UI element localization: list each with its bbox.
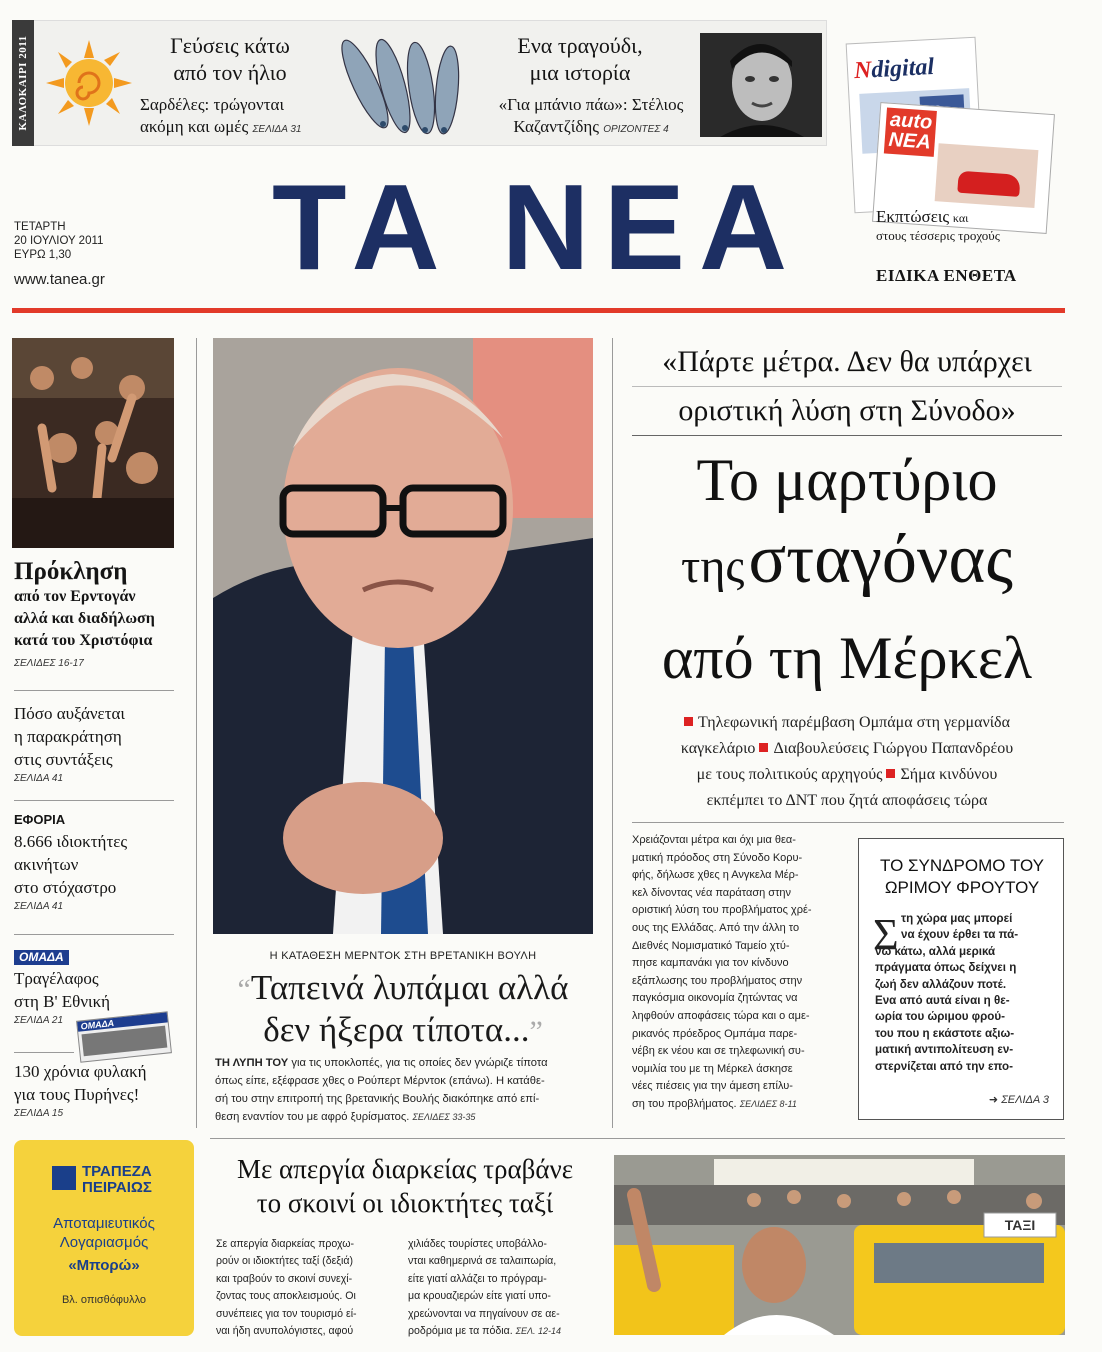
fruit-syndrome-box[interactable] [858,838,1064,1120]
story-erdogan[interactable]: Πρόκληση από τον Ερντογάν αλλά και διαδήλωση κατά του Χριστόφια ΣΕΛΙΔΕΣ 16-17 [14,558,194,669]
promo1-title: Γεύσεις κάτω από τον ήλιο [170,33,290,85]
supplement-caption: Εκπτώσεις και στους τέσσερις τροχούς [876,207,1000,243]
lead-headline[interactable]: Το μαρτύριο της σταγόνας από τη Μέρκελ [661,447,1033,691]
taxi-strike-photo [614,1155,1065,1335]
left-rule-4 [14,1052,74,1053]
murdoch-body: ΤΗ ΛΥΠΗ ΤΟΥ για τις υποκλοπές, για τις οποίες δεν γνώριζε τίποτα όπως είπε, εξέφρασε χθες ο Ρούπερτ Μέρντοκ (επάνω). Η κατάθε- σή του στην επιτροπή της βρετανικής Βουλής διακόπηκε από επί- θεση εναντίον του με αφρό ξυρίσματος. ΣΕΛΙΔΕΣ 33-35 [215,1057,548,1123]
murdoch-quote[interactable]: “Ταπεινά λυπάμαι αλλά δεν ήξερα τίποτα...” [237,968,569,1049]
fruit-syndrome-body: τη χώρα μας μπορεί να έχουν έρθει τα πά- νω κάτω, αλλά μερικά πράγματα όπως δείχνει η ζωή δεν αλλάζουν ποτέ. Ενα από αυτά είναι η θε- ωρία του ώριμου φρού- του που η εκάστοτε αξιω- ματική αντιπολίτευση εν- στερνίζεται από την επο- [875,912,1019,1073]
taxi-body-col1: Σε απεργία διαρκείας προχω- ρούν οι ιδιοκτήτες ταξί (δεξιά) και τραβούν το σκοινί συνεχί- ζοντας τους αποκλεισμούς. Οι συνέπειες για τον τουρισμό εί- ναι ήδη ανυπολόγιστες, αφού [216,1238,357,1338]
murdoch-kicker: Η ΚΑΤΑΘΕΣΗ ΜΕΡΝΤΟΚ ΣΤΗ ΒΡΕΤΑΝΙΚΗ ΒΟΥΛΗ [269,950,537,962]
story-prison[interactable]: 130 χρόνια φυλακή για τους Πυρήνες! ΣΕΛΙΔΑ 15 [14,1062,147,1119]
taxi-sign: ΤΑΞΙ [1004,1217,1036,1233]
left-rule-1 [14,690,174,691]
sun-icon [44,38,134,128]
fruit-syndrome-page[interactable]: ➜ ΣΕΛΙΔΑ 3 [988,1094,1049,1106]
website-link[interactable]: www.tanea.gr [14,271,105,288]
story-omada[interactable]: ΟΜΑΔΑ Τραγέλαφος στη Β' Εθνική ΣΕΛΙΔΑ 21 [14,950,111,1026]
bank-name: ΤΡΑΠΕΖΑ ΠΕΙΡΑΙΩΣ [82,1163,152,1196]
murdoch-photo [213,338,593,934]
promo1-sub: Σαρδέλες: τρώγονται ακόμη και ωμές ΣΕΛΙΔΑ 31 [140,95,302,136]
supplement-digital: Ndigital [846,37,985,214]
drop-cap: Σ [873,910,899,959]
omada-mini-paper: ΟΜΑΔΑ [76,1011,172,1062]
protest-photo [12,338,174,548]
lead-bullets: Τηλεφωνική παρέμβαση Ομπάμα στη γερμανίδα καγκελάριο Διαβουλεύσεις Γιώργου Παπανδρέου με τους πολιτικούς αρχηγούς Σήμα κινδύνου εκπέμπει το ΔΝΤ που ζητά αποφάσεις τώρα [680,714,1014,809]
left-rule-3 [14,934,174,935]
masthead-rule [12,308,1065,313]
story-erdogan-headline: Πρόκληση [14,558,128,585]
left-rule-2 [14,800,174,801]
piraeus-bank-ad[interactable] [14,1140,194,1336]
lead-body: Χρειάζονται μέτρα και όχι μια θεα- ματική πρόοδος στη Σύνοδο Κορυ- φής, δήλωσε χθες η Ανγκελα Μέρ- κελ δίνοντας νέα παράταση στην οριστική λύση του προβλήματος χρέ- ους της Ελλάδας. Από την άλλη το Διεθνές Νομισματικό Ταμείο χτύ- πησε καμπανάκι για τον κίνδυνο εξάπλωσης του προβλήματος στην παγκόσμια οικονομία ζητώντας να ληφθούν αποφάσεις τώρα και ο αμε- ρικανός πρόεδρος Ομπάμα παρε- νέβη εκ νέου και σε τηλεφωνική συ- νομιλία του με τη Μέρκελ άσκησε νέες πιέσεις για την άμεση επίλυ- ση του προβλήματος. ΣΕΛΙΔΕΣ 8-11 [632,834,812,1110]
lead-rule [632,822,1064,823]
masthead-logo: ΤΑ ΝΕΑ [272,159,802,295]
story-tax-office[interactable]: ΕΦΟΡΙΑ 8.666 ιδιοκτήτες ακινήτων στο στόχαστρο ΣΕΛΙΔΑ 41 [14,812,128,912]
fruit-syndrome-title: ΤΟ ΣΥΝΔΡΟΜΟ ΤΟΥ ΩΡΙΜΟΥ ΦΡΟΥΤΟΥ [880,856,1044,897]
story-pensions[interactable]: Πόσο αυξάνεται η παρακράτηση στις συντάξεις ΣΕΛΙΔΑ 41 [14,704,126,784]
ad-product: Αποταμιευτικός Λογαριασμός «Μπορώ» [53,1215,155,1274]
arrow-right-icon: ➜ [988,1094,999,1106]
supplement-autonea: auto ΝΕΑ [872,102,1055,234]
ad-note: Βλ. οπισθόφυλλο [61,1294,147,1306]
bank-logo-icon [52,1166,76,1190]
column-rule-center [612,338,613,1128]
supplements-title: ΕΙΔΙΚΑ ΕΝΘΕΤΑ [876,266,1017,285]
promo2-title: Ενα τραγούδι, μια ιστορία [517,33,643,85]
sardines-illustration [325,24,485,140]
lead-quote: «Πάρτε μέτρα. Δεν θα υπάρχει οριστική λύση στη Σύνοδο» [632,338,1062,436]
taxi-headline[interactable]: Με απεργία διαρκείας τραβάνε το σκοινί οι ιδιοκτήτες ταξί [236,1154,574,1218]
edition-info: ΤΕΤΑΡΤΗ 20 ΙΟΥΛΙΟΥ 2011 ΕΥΡΩ 1,30 [14,221,104,261]
story-erdogan-deck: από τον Ερντογάν αλλά και διαδήλωση κατά του Χριστόφια [14,588,155,649]
taxi-body-col2: χιλιάδες τουρίστες υποβάλλο- νται καθημερινά σε ταλαιπωρία, είτε γιατί αλλάζει το πρόγραμ- μα κρουαζιερών είτε γιατί υπο- χρεώνονται να πηγαίνουν σε αε- ροδρόμια με τα πόδια. ΣΕΛ. 12-14 [408,1238,562,1338]
promo2-sub: «Για μπάνιο πάω»: Στέλιος Καζαντζίδης ΟΡΙΖΟΝΤΕΣ 4 [498,95,684,136]
column-rule-left [196,338,197,1128]
singer-photo [700,33,822,137]
summer-tag: ΚΑΛΟΚΑΙΡΙ 2011 [12,20,34,146]
taxi-top-rule [210,1138,1065,1139]
